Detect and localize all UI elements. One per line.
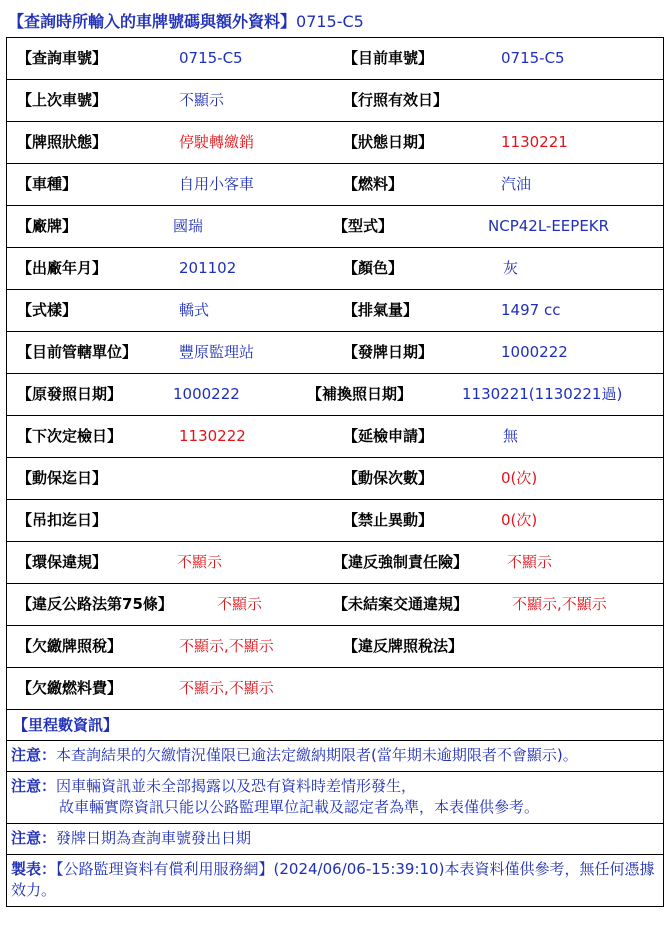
label-status-date: 【狀態日期】 — [343, 133, 434, 151]
label-model: 【型式】 — [333, 217, 394, 235]
value-reissue-date: 1130221(1130221過) — [462, 385, 623, 403]
table-row — [7, 415, 663, 457]
footer-text: 【公路監理資料有償利用服務網】(2024/06/06-15:39:10)本表資料僅供參考，無任何憑據效力。 — [11, 860, 655, 899]
table-row — [7, 541, 663, 583]
footer-note — [7, 854, 663, 906]
notice-text: 發牌日期為查詢車號發出日期 — [56, 829, 252, 847]
label-previous-plate: 【上次車號】 — [17, 91, 108, 109]
notice-key: 注意： — [11, 829, 57, 847]
label-reissue-date: 【補換照日期】 — [307, 385, 413, 403]
label-vehicle-type: 【車種】 — [17, 175, 78, 193]
value-displacement: 1497 cc — [501, 301, 561, 319]
label-transfer-ban: 【禁止異動】 — [343, 511, 434, 529]
notice-text-line2: 故車輛實際資訊只能以公路監理單位記載及認定者為準，本表僅供參考。 — [59, 798, 540, 816]
notice-issue-date — [7, 823, 663, 854]
table-row — [7, 499, 663, 541]
value-unpaid-license-tax: 不顯示,不顯示 — [179, 637, 274, 655]
title-plate: 0715-C5 — [296, 12, 364, 31]
value-inspection-extension: 無 — [503, 427, 519, 445]
label-license-tax-violation: 【違反牌照稅法】 — [343, 637, 464, 655]
value-insurance-violation: 不顯示 — [507, 553, 553, 571]
notice-text: 本查詢結果的欠繳情況僅限已逾法定繳納期限者(當年期未逾期限者不會顯示)。 — [56, 746, 578, 764]
label-issue-date: 【發牌日期】 — [343, 343, 434, 361]
table-row — [7, 121, 663, 163]
table-row — [7, 373, 663, 415]
value-status-date: 1130221 — [501, 133, 568, 151]
table-row — [7, 247, 663, 289]
label-jurisdiction: 【目前管轄單位】 — [17, 343, 138, 361]
label-open-traffic-violation: 【未結案交通違規】 — [333, 595, 469, 613]
value-manufacture-date: 201102 — [179, 259, 237, 277]
value-current-plate: 0715-C5 — [501, 49, 565, 67]
value-fuel: 汽油 — [501, 175, 532, 193]
label-lien-count: 【動保次數】 — [343, 469, 434, 487]
notice-arrears — [7, 740, 663, 771]
value-plate-status: 停駛轉繳銷 — [179, 133, 255, 151]
label-environmental-violation: 【環保違規】 — [17, 553, 108, 571]
table-row — [7, 667, 663, 709]
value-open-traffic-violation: 不顯示,不顯示 — [512, 595, 607, 613]
value-unpaid-fuel-fee: 不顯示,不顯示 — [179, 679, 274, 697]
table-row — [7, 289, 663, 331]
label-lien-end-date: 【動保迄日】 — [17, 469, 108, 487]
value-brand: 國瑞 — [173, 217, 204, 235]
label-query-plate: 【查詢車號】 — [17, 49, 108, 67]
value-body-style: 轎式 — [179, 301, 210, 319]
label-color: 【顏色】 — [343, 259, 404, 277]
mileage-label: 【里程數資訊】 — [13, 716, 119, 734]
value-query-plate: 0715-C5 — [179, 49, 243, 67]
notice-key: 注意： — [11, 777, 57, 795]
value-highway-act-violation: 不顯示 — [217, 595, 263, 613]
table-row — [7, 79, 663, 121]
table-row — [7, 457, 663, 499]
label-displacement: 【排氣量】 — [343, 301, 419, 319]
value-lien-count: 0(次) — [501, 469, 538, 487]
label-inspection-extension: 【延檢申請】 — [343, 427, 434, 445]
label-insurance-violation: 【違反強制責任險】 — [333, 553, 469, 571]
label-body-style: 【式樣】 — [17, 301, 78, 319]
label-next-inspection: 【下次定檢日】 — [17, 427, 123, 445]
vehicle-info-table — [6, 37, 664, 907]
value-model: NCP42L-EEPEKR — [488, 217, 610, 235]
label-unpaid-fuel-fee: 【欠繳燃料費】 — [17, 679, 123, 697]
value-color: 灰 — [503, 259, 519, 277]
table-row — [7, 625, 663, 667]
table-row — [7, 205, 663, 247]
label-fuel: 【燃料】 — [343, 175, 404, 193]
title-prefix: 【查詢時所輸入的車牌號碼與額外資料】 — [8, 12, 297, 31]
footer-key: 製表： — [11, 860, 57, 878]
table-row — [7, 38, 663, 79]
value-original-license-date: 1000222 — [173, 385, 240, 403]
notice-disclosure — [7, 771, 663, 823]
value-jurisdiction: 豐原監理站 — [179, 343, 255, 361]
table-row — [7, 583, 663, 625]
label-license-valid-date: 【行照有效日】 — [343, 91, 449, 109]
value-transfer-ban: 0(次) — [501, 511, 538, 529]
mileage-section-header — [7, 709, 663, 740]
value-next-inspection: 1130222 — [179, 427, 246, 445]
label-manufacture-date: 【出廠年月】 — [17, 259, 108, 277]
value-issue-date: 1000222 — [501, 343, 568, 361]
label-current-plate: 【目前車號】 — [343, 49, 434, 67]
label-highway-act-violation: 【違反公路法第75條】 — [17, 595, 173, 613]
notice-key: 注意： — [11, 746, 57, 764]
label-plate-status: 【牌照狀態】 — [17, 133, 108, 151]
label-brand: 【廠牌】 — [17, 217, 78, 235]
label-suspension-end-date: 【吊扣迄日】 — [17, 511, 108, 529]
table-row — [7, 331, 663, 373]
value-environmental-violation: 不顯示 — [177, 553, 223, 571]
label-original-license-date: 【原發照日期】 — [17, 385, 123, 403]
table-row — [7, 163, 663, 205]
page-title — [8, 9, 658, 35]
label-unpaid-license-tax: 【欠繳牌照稅】 — [17, 637, 123, 655]
notice-text-line1: 因車輛資訊並未全部揭露以及恐有資料時差情形發生， — [56, 777, 417, 795]
value-vehicle-type: 自用小客車 — [179, 175, 255, 193]
value-previous-plate: 不顯示 — [179, 91, 225, 109]
